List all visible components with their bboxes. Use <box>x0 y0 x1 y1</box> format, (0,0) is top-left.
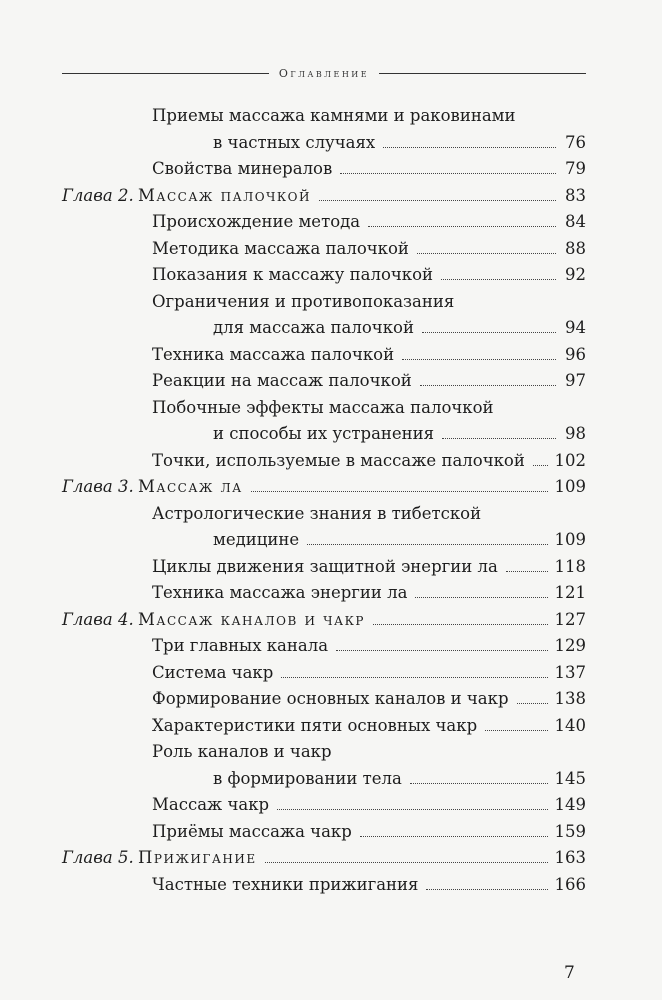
dot-leader <box>420 385 556 386</box>
dot-leader <box>373 624 548 625</box>
entry-page-number: 109 <box>554 530 586 549</box>
entry-page-number: 163 <box>554 848 586 867</box>
entry-page-number: 127 <box>554 610 586 629</box>
entry-title: Реакции на массаж палочкой <box>152 371 412 390</box>
toc-entry <box>0 686 662 712</box>
toc-entry <box>0 156 662 182</box>
entry-page-number: 96 <box>565 345 586 364</box>
entry-title: и способы их устранения <box>213 424 435 443</box>
dot-leader <box>360 836 548 837</box>
entry-title: Формирование основных каналов и чакр <box>152 689 509 708</box>
entry-page-number: 83 <box>565 186 586 205</box>
entry-page-number: 109 <box>554 477 586 496</box>
dot-leader <box>319 200 556 201</box>
entry-page-number: 79 <box>565 159 586 178</box>
dot-leader <box>422 332 556 333</box>
chapter-label: Глава 2. <box>62 186 134 205</box>
toc-entry <box>0 421 662 447</box>
toc-entry <box>0 713 662 739</box>
toc-entry <box>0 448 662 474</box>
toc-entry <box>0 103 662 129</box>
toc-entry <box>0 289 662 315</box>
header-title: Оглавление <box>278 66 370 80</box>
entry-page-number: 137 <box>554 663 586 682</box>
dot-leader <box>281 677 548 678</box>
dot-leader <box>410 783 548 784</box>
toc-entry <box>0 368 662 394</box>
entry-title: Циклы движения защитной энергии ла <box>152 557 498 576</box>
toc-chapter <box>0 845 662 871</box>
dot-leader <box>383 147 556 148</box>
toc-entry <box>0 130 662 156</box>
entry-page-number: 166 <box>554 875 586 894</box>
entry-title: медицине <box>213 530 300 549</box>
entry-page-number: 88 <box>565 239 586 258</box>
entry-page-number: 121 <box>554 583 586 602</box>
entry-title: Техника массажа энергии ла <box>152 583 408 602</box>
chapter-title: Массаж ла <box>138 477 243 496</box>
dot-leader <box>415 597 548 598</box>
entry-page-number: 92 <box>565 265 586 284</box>
dot-leader <box>336 650 548 651</box>
entry-title: Характеристики пяти основных чакр <box>152 716 478 735</box>
toc-chapter <box>0 183 662 209</box>
entry-title: Показания к массажу палочкой <box>152 265 434 284</box>
toc-entry <box>0 766 662 792</box>
dot-leader <box>426 889 548 890</box>
entry-title: в частных случаях <box>213 133 376 152</box>
dot-leader <box>402 359 556 360</box>
toc-chapter <box>0 474 662 500</box>
entry-page-number: 159 <box>554 822 586 841</box>
toc-entry <box>0 872 662 898</box>
entry-title: Методика массажа палочкой <box>152 239 409 258</box>
dot-leader <box>265 862 548 863</box>
toc-entry <box>0 819 662 845</box>
dot-leader <box>277 809 548 810</box>
entry-page-number: 129 <box>554 636 586 655</box>
entry-title: Астрологические знания в тибетской <box>152 504 482 523</box>
entry-page-number: 94 <box>565 318 586 337</box>
toc-entry <box>0 209 662 235</box>
entry-page-number: 98 <box>565 424 586 443</box>
dot-leader <box>368 226 556 227</box>
entry-page-number: 97 <box>565 371 586 390</box>
chapter-label: Глава 3. <box>62 477 134 496</box>
toc-entry <box>0 580 662 606</box>
toc-entry <box>0 342 662 368</box>
toc-entry <box>0 395 662 421</box>
dot-leader <box>442 438 556 439</box>
chapter-title: Прижигание <box>138 848 257 867</box>
toc-entry <box>0 660 662 686</box>
toc-entry <box>0 527 662 553</box>
entry-page-number: 102 <box>554 451 586 470</box>
entry-title: Три главных канала <box>152 636 329 655</box>
toc-entry <box>0 501 662 527</box>
dot-leader <box>533 465 548 466</box>
entry-title: Массаж чакр <box>152 795 270 814</box>
toc-entry <box>0 236 662 262</box>
toc-entry <box>0 633 662 659</box>
toc-chapter <box>0 607 662 633</box>
dot-leader <box>485 730 548 731</box>
toc-entry <box>0 792 662 818</box>
entry-page-number: 118 <box>554 557 586 576</box>
dot-leader <box>506 571 548 572</box>
entry-page-number: 76 <box>565 133 586 152</box>
dot-leader <box>307 544 548 545</box>
dot-leader <box>441 279 556 280</box>
entry-title: Частные техники прижигания <box>152 875 419 894</box>
entry-page-number: 149 <box>554 795 586 814</box>
toc-entry <box>0 554 662 580</box>
entry-page-number: 140 <box>554 716 586 735</box>
entry-title: Система чакр <box>152 663 274 682</box>
entry-title: Точки, используемые в массаже палочкой <box>152 451 525 470</box>
chapter-label: Глава 5. <box>62 848 134 867</box>
entry-title: Приемы массажа камнями и раковинами <box>152 106 516 125</box>
page-number: 7 <box>564 963 575 983</box>
dot-leader <box>517 703 548 704</box>
chapter-title: Массаж каналов и чакр <box>138 610 365 629</box>
dot-leader <box>251 491 548 492</box>
toc-entry <box>0 315 662 341</box>
entry-title: в формировании тела <box>213 769 402 788</box>
entry-page-number: 138 <box>554 689 586 708</box>
entry-page-number: 145 <box>554 769 586 788</box>
chapter-title: Массаж палочкой <box>138 186 311 205</box>
toc-entry <box>0 262 662 288</box>
entry-title: Ограничения и противопоказания <box>152 292 455 311</box>
entry-title: Происхождение метода <box>152 212 361 231</box>
entry-title: Роль каналов и чакр <box>152 742 332 761</box>
entry-title: Техника массажа палочкой <box>152 345 395 364</box>
entry-title: Побочные эффекты массажа палочкой <box>152 398 494 417</box>
chapter-label: Глава 4. <box>62 610 134 629</box>
toc-entry <box>0 739 662 765</box>
dot-leader <box>417 253 556 254</box>
dot-leader <box>340 173 556 174</box>
entry-title: Свойства минералов <box>152 159 333 178</box>
entry-title: Приёмы массажа чакр <box>152 822 352 841</box>
entry-page-number: 84 <box>565 212 586 231</box>
entry-title: для массажа палочкой <box>213 318 414 337</box>
